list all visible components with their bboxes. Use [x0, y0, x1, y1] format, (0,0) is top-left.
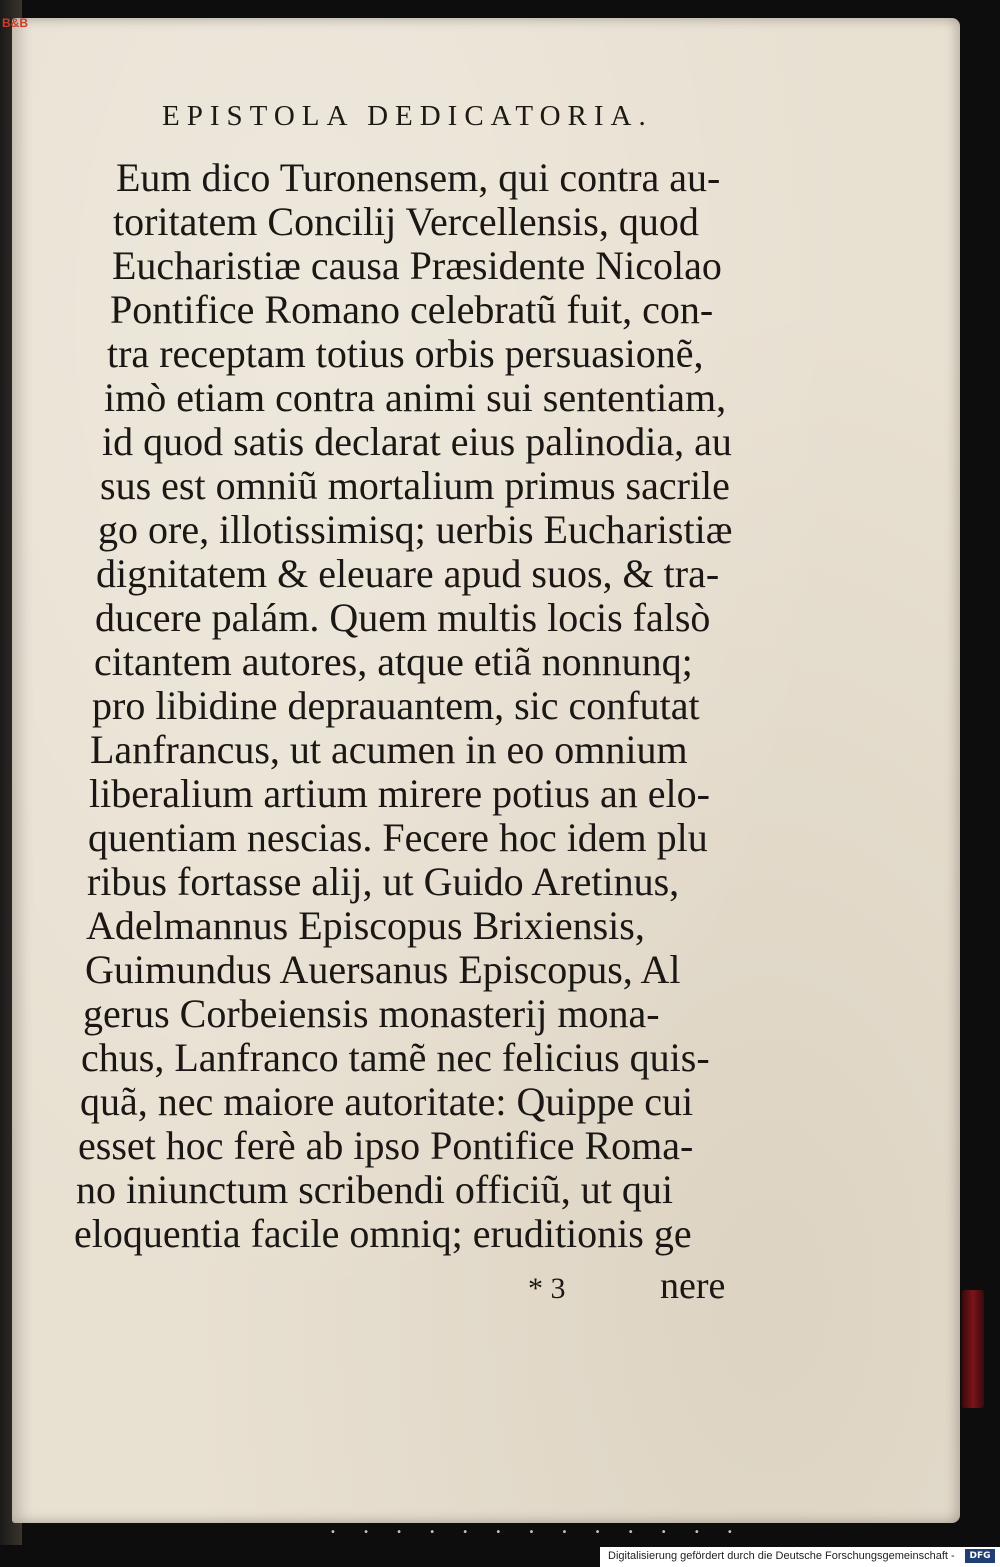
text-line: imò etiam contra animi sui sententiam,	[104, 375, 727, 420]
text-line: Guimundus Auersanus Episcopus, Al	[85, 947, 681, 992]
page-edge-dots: • • • • • • • • • • • • •	[330, 1527, 745, 1538]
text-line: ducere palám. Quem multis locis falsò	[95, 595, 711, 640]
running-head: EPISTOLA DEDICATORIA.	[162, 100, 653, 132]
text-line: sus est omniũ mortalium primus sacrile	[100, 463, 730, 508]
text-line: pro libidine deprauantem, sic confutat	[92, 683, 700, 728]
text-line: no iniunctum scribendi officiũ, ut qui	[76, 1167, 673, 1212]
text-line: tra receptam totius orbis persuasionẽ,	[107, 331, 704, 376]
dfg-logo: DFG	[965, 1549, 995, 1563]
text-line: chus, Lanfranco tamẽ nec felicius quis-	[81, 1035, 710, 1080]
text-line: citantem autores, atque etiã nonnunq;	[94, 639, 693, 684]
text-line: gerus Corbeiensis monasterij mona-	[83, 991, 660, 1036]
text-line: dignitatem & eleuare apud suos, & tra-	[96, 551, 720, 596]
text-line: go ore, illotissimisq; uerbis Eucharistiæ	[98, 507, 733, 552]
text-line: liberalium artium mirere potius an elo-	[89, 771, 710, 816]
text-line: ribus fortasse alij, ut Guido Aretinus,	[87, 859, 680, 904]
text-line: Eum dico Turonensem, qui contra au-	[116, 155, 721, 200]
text-line: quentiam nescias. Fecere hoc idem plu	[88, 815, 708, 860]
footer-credit: Digitalisierung gefördert durch die Deutsche Forschungsgemeinschaft -	[608, 1550, 955, 1562]
text-line: Adelmannus Episcopus Brixiensis,	[86, 903, 645, 948]
text-line: Pontifice Romano celebratũ fuit, con-	[110, 287, 714, 332]
text-line: id quod satis declarat eius palinodia, au	[102, 419, 732, 464]
bookmark-ribbon	[962, 1290, 984, 1408]
corner-mark: B&B	[2, 16, 28, 30]
text-line: Eucharistiæ causa Præsidente Nicolao	[112, 243, 722, 288]
text-line: quã, nec maiore autoritate: Quippe cui	[80, 1079, 694, 1124]
text-line: Lanfrancus, ut acumen in eo omnium	[90, 727, 688, 772]
text-line: esset hoc ferè ab ipso Pontifice Roma-	[78, 1123, 694, 1168]
text-line: toritatem Concilij Vercellensis, quod	[113, 199, 699, 244]
signature-mark: * 3	[528, 1272, 566, 1305]
text-line: eloquentia facile omniq; eruditionis ge	[74, 1211, 692, 1256]
catchword: nere	[660, 1265, 726, 1307]
